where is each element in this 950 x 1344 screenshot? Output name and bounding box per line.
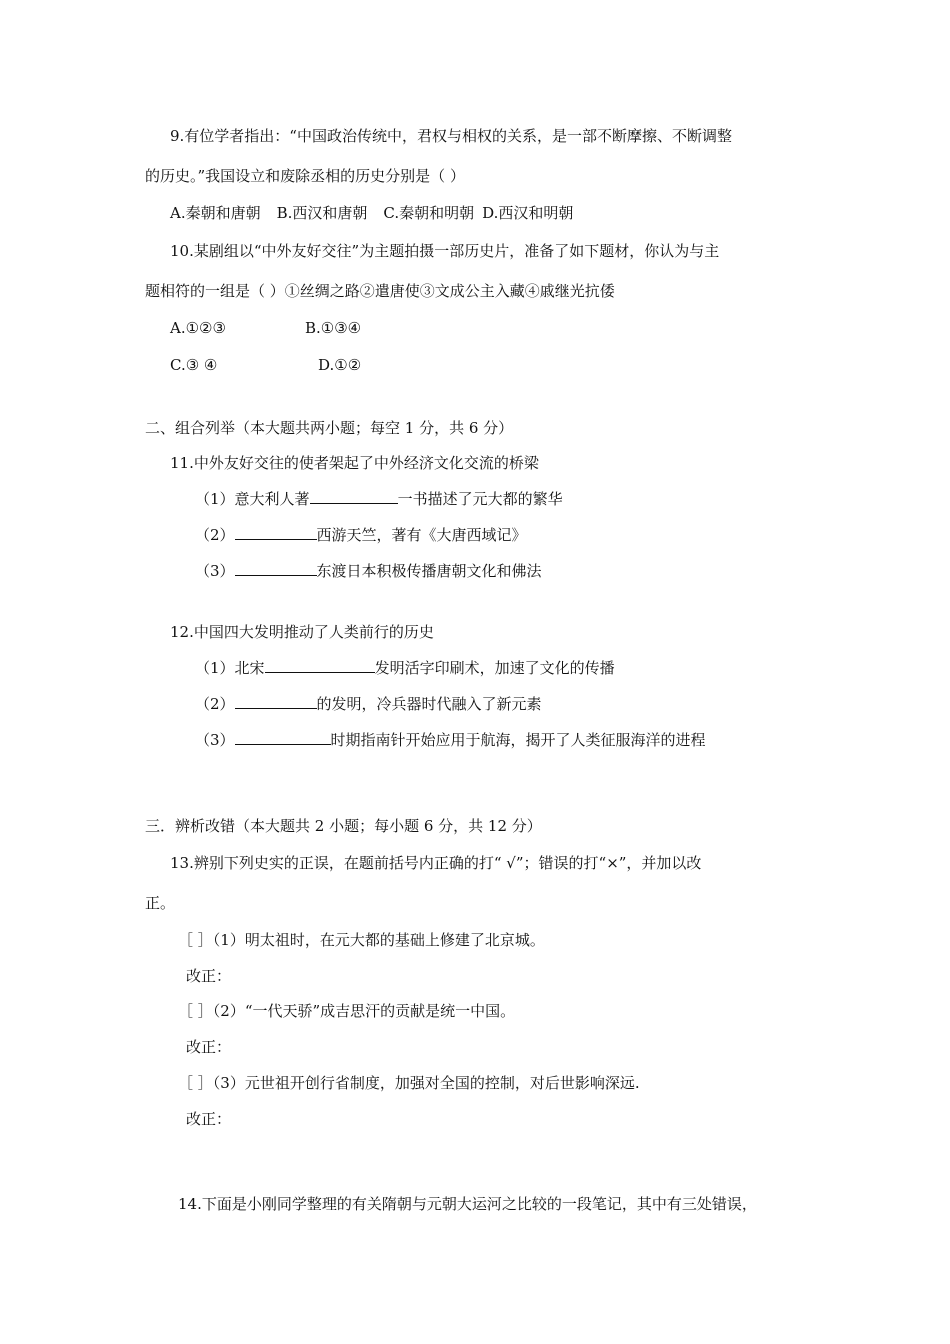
q10-option-d: D.①② (318, 356, 362, 374)
q11-stem: 11.中外友好交往的使者架起了中外经济文化交流的桥梁 (170, 454, 539, 472)
q9-option-d: D.西汉和明朝 (482, 204, 574, 222)
item-text-before: 意大利人著 (234, 490, 310, 508)
answer-blank[interactable] (265, 658, 375, 673)
item-number: （1） (195, 490, 235, 508)
q9-stem-line2: 的历史。”我国设立和废除丞相的历史分别是（ ） (145, 167, 465, 185)
answer-bracket[interactable]: ［ ］ (178, 1002, 213, 1020)
answer-blank[interactable] (310, 489, 398, 504)
q10-stem-line2: 题相符的一组是（ ）①丝绸之路②遣唐使③文成公主入藏④戚继光抗倭 (145, 282, 615, 300)
answer-blank[interactable] (235, 694, 317, 709)
q11-item-2 (195, 525, 527, 545)
q9-stem-line1: 9.有位学者指出：“中国政治传统中，君权与相权的关系，是一部不断摩擦、不断调整 (170, 127, 732, 145)
item-number: （2） (195, 526, 235, 544)
answer-bracket[interactable]: ［ ］ (178, 1074, 213, 1092)
answer-bracket[interactable]: ［ ］ (178, 931, 213, 949)
answer-blank[interactable] (235, 525, 317, 540)
q11-item-1 (195, 489, 563, 509)
item-text-before: 北宋 (234, 659, 265, 677)
q12-stem: 12.中国四大发明推动了人类前行的历史 (170, 623, 434, 641)
q9-option-c: C.秦朝和明朝 (383, 204, 475, 222)
section2-heading: 二、组合列举（本大题共两小题；每空 1 分，共 6 分） (145, 419, 514, 437)
item-number: （1） (195, 659, 235, 677)
item-number: （3） (195, 731, 235, 749)
q13-fix-2: 改正： (186, 1038, 232, 1056)
q13-fix-1: 改正： (186, 967, 232, 985)
item-text: （3）元世祖开创行省制度，加强对全国的控制，对后世影响深远. (212, 1074, 640, 1092)
item-text-after: 东渡日本积极传播唐朝文化和佛法 (316, 562, 542, 580)
q13-stem-line2: 正。 (145, 894, 176, 912)
item-text-after: 一书描述了元大都的繁华 (397, 490, 563, 508)
q9-options (170, 203, 573, 223)
item-text-after: 时期指南针开始应用于航海，揭开了人类征服海洋的进程 (330, 731, 706, 749)
q9-option-a: A.秦朝和唐朝 (170, 204, 261, 222)
section3-heading: 三．辨析改错（本大题共 2 小题；每小题 6 分，共 12 分） (145, 817, 542, 835)
q13-item-2 (178, 1001, 515, 1021)
q11-item-3 (195, 561, 542, 581)
q13-item-3 (178, 1073, 640, 1093)
q12-item-1 (195, 658, 615, 678)
answer-blank[interactable] (235, 730, 331, 745)
q9-option-b: B.西汉和唐朝 (276, 204, 368, 222)
q13-item-1 (178, 930, 545, 950)
q13-stem-line1: 13.辨别下列史实的正误，在题前括号内正确的打“ √”；错误的打“×”，并加以改 (170, 854, 702, 872)
item-number: （3） (195, 562, 235, 580)
item-text: （1）明太祖时，在元大都的基础上修建了北京城。 (212, 931, 545, 949)
q13-fix-3: 改正： (186, 1110, 232, 1128)
q10-stem-line1: 10.某剧组以“中外友好交往”为主题拍摄一部历史片，准备了如下题材，你认为与主 (170, 242, 720, 260)
q12-item-2 (195, 694, 542, 714)
q12-item-3 (195, 730, 706, 750)
item-text-after: 的发明，冷兵器时代融入了新元素 (316, 695, 542, 713)
q10-option-a: A.①②③ (170, 319, 226, 337)
q14-stem-line1: 14.下面是小刚同学整理的有关隋朝与元朝大运河之比较的一段笔记，其中有三处错误， (178, 1195, 757, 1213)
item-text-after: 西游天竺，著有《大唐西域记》 (316, 526, 527, 544)
item-number: （2） (195, 695, 235, 713)
item-text: （2）“一代天骄”成吉思汗的贡献是统一中国。 (212, 1002, 516, 1020)
item-text-after: 发明活字印刷术，加速了文化的传播 (374, 659, 615, 677)
q10-option-b: B.①③④ (305, 319, 362, 337)
answer-blank[interactable] (235, 561, 317, 576)
q10-option-c: C.③ ④ (170, 356, 218, 374)
